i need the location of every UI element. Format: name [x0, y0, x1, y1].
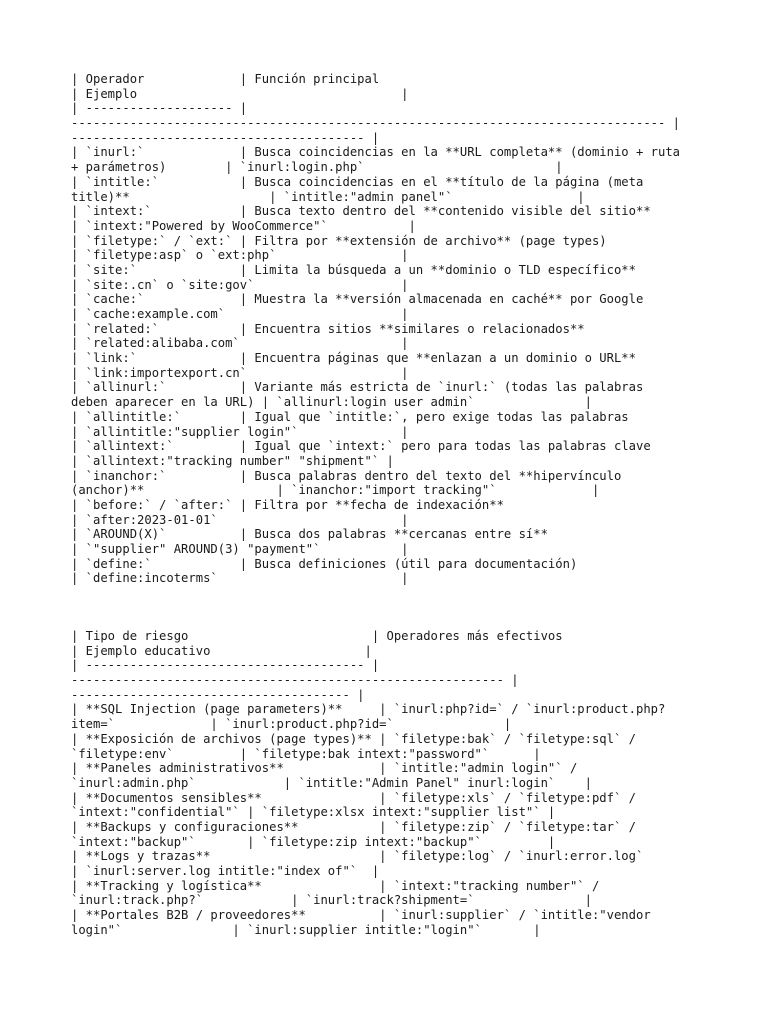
operators-table-line: | `cache:example.com` |: [71, 307, 409, 321]
risk-table-line: `inurl:admin.php` | `intitle:"Admin Panel" inurl:login` |: [71, 775, 592, 790]
risk-table-line: `filetype:env` | `filetype:bak intext:"password"` |: [71, 746, 541, 761]
operators-table-line: | `related:` | Encuentra sitios **similares o relacionados**: [71, 321, 585, 336]
operators-table-line: deben aparecer en la URL) | `allinurl:login user admin` |: [71, 395, 592, 410]
operators-table-line: | `cache:` | Muestra la **versión almacenada en caché** por Google: [71, 292, 644, 307]
risk-table-line: | **Backups y configuraciones** | `filetype:zip` / `filetype:tar` /: [71, 819, 636, 834]
operators-table-line: --------------------------------------------------------------------------------- |: [71, 116, 681, 131]
risk-table-line: -------------------------------------- |: [71, 687, 365, 702]
operators-table-line: | `define:` | Busca definiciones (útil para documentación): [71, 556, 578, 571]
operators-table-line: ---------------------------------------- |: [71, 130, 380, 145]
operators-table-line: | `allintext:` | Igual que `intext:` pero para todas las palabras clave: [71, 439, 651, 454]
operators-table-line: | `inanchor:` | Busca palabras dentro del texto del **hipervínculo: [71, 468, 622, 483]
risk-table-line: `intext:"confidential"` | `filetype:xlsx intext:"supplier list"` |: [71, 805, 556, 820]
operators-table-line: | Ejemplo |: [71, 86, 409, 101]
operators-table-line: | `inurl:` | Busca coincidencias en la **URL completa** (dominio + ruta: [71, 145, 681, 160]
operators-table-line: | `intitle:` | Busca coincidencias en el **título de la página (meta: [71, 174, 644, 189]
operators-table-line: + parámetros) | `inurl:login.php` |: [71, 160, 563, 175]
risk-table: [71, 629, 665, 937]
operators-table-line: | `site:.cn` o `site:gov` |: [71, 277, 409, 292]
operators-table-line: | `related:alibaba.com` |: [71, 336, 409, 351]
operators-table-line: title)** | `intitle:"admin panel"` |: [71, 189, 585, 204]
operators-table-line: | `before:` / `after:` | Filtra por **fecha de indexación**: [71, 497, 504, 512]
operators-table-line: | `site:` | Limita la búsqueda a un **dominio o TLD específico**: [71, 262, 636, 277]
operators-table-line: | `filetype:asp` o `ext:php` |: [71, 248, 409, 263]
operators-table-line: | `"supplier" AROUND(3) "payment"` |: [71, 542, 409, 556]
risk-table-line: | Tipo de riesgo | Operadores más efectivos: [71, 629, 563, 643]
risk-table-line: | -------------------------------------- |: [71, 658, 380, 673]
risk-table-line: | **Portales B2B / proveedores** | `inurl:supplier` / `intitle:"vendor: [71, 908, 651, 923]
operators-table-line: (anchor)** | `inanchor:"import tracking"` |: [71, 483, 600, 498]
risk-table-line: | **Logs y trazas** | `filetype:log` / `inurl:error.log`: [71, 849, 644, 864]
operators-table: [71, 72, 680, 586]
operators-table-line: | `allintext:"tracking number" "shipment"` |: [71, 453, 394, 468]
operators-table-line: | `after:2023-01-01` |: [71, 512, 409, 527]
operators-table-line: | `allintitle:` | Igual que `intitle:`, pero exige todas las palabras: [71, 409, 629, 424]
operators-table-line: | `filetype:` / `ext:` | Filtra por **extensión de archivo** (page types): [71, 233, 607, 248]
operators-table-line: | `define:incoterms` |: [71, 571, 409, 586]
operators-table-line: | `link:` | Encuentra páginas que **enlazan a un dominio o URL**: [71, 351, 636, 366]
risk-table-line: | **SQL Injection (page parameters)** | `inurl:php?id=` / `inurl:product.php?: [71, 702, 666, 717]
operators-table-line: | `allinurl:` | Variante más estricta de `inurl:` (todas las palabras: [71, 380, 644, 395]
operators-table-line: | `intext:"Powered by WooCommerce"` |: [71, 218, 416, 233]
risk-table-line: | **Tracking y logística** | `intext:"tracking number"` /: [71, 878, 600, 893]
risk-table-line: | Ejemplo educativo |: [71, 643, 372, 658]
operators-table-line: | `AROUND(X)` | Busca dos palabras **cercanas entre sí**: [71, 527, 548, 542]
operators-table-line: | Operador | Función principal: [71, 72, 380, 86]
risk-table-line: | **Paneles administrativos** | `intitle:"admin login"` /: [71, 761, 578, 776]
risk-table-line: | **Documentos sensibles** | `filetype:xls` / `filetype:pdf` /: [71, 790, 636, 805]
risk-table-line: item=` | `inurl:product.php?id=` |: [71, 717, 512, 732]
operators-table-line: | `link:importexport.cn` |: [71, 365, 409, 380]
operators-table-line: | `allintitle:"supplier login"` |: [71, 424, 409, 439]
risk-table-line: `intext:"backup"` | `filetype:zip intext:"backup"` |: [71, 834, 556, 849]
risk-table-line: `inurl:track.php?` | `inurl:track?shipment=` |: [71, 893, 592, 908]
risk-table-line: | **Exposición de archivos (page types)** | `filetype:bak` / `filetype:sql` /: [71, 731, 636, 746]
operators-table-line: | -------------------- |: [71, 101, 248, 116]
risk-table-line: | `inurl:server.log intitle:"index of"` |: [71, 864, 380, 878]
risk-table-line: ----------------------------------------------------------- |: [71, 673, 519, 688]
risk-table-line: login"` | `inurl:supplier intitle:"login"` |: [71, 922, 541, 937]
operators-table-line: | `intext:` | Busca texto dentro del **contenido visible del sitio**: [71, 204, 651, 219]
